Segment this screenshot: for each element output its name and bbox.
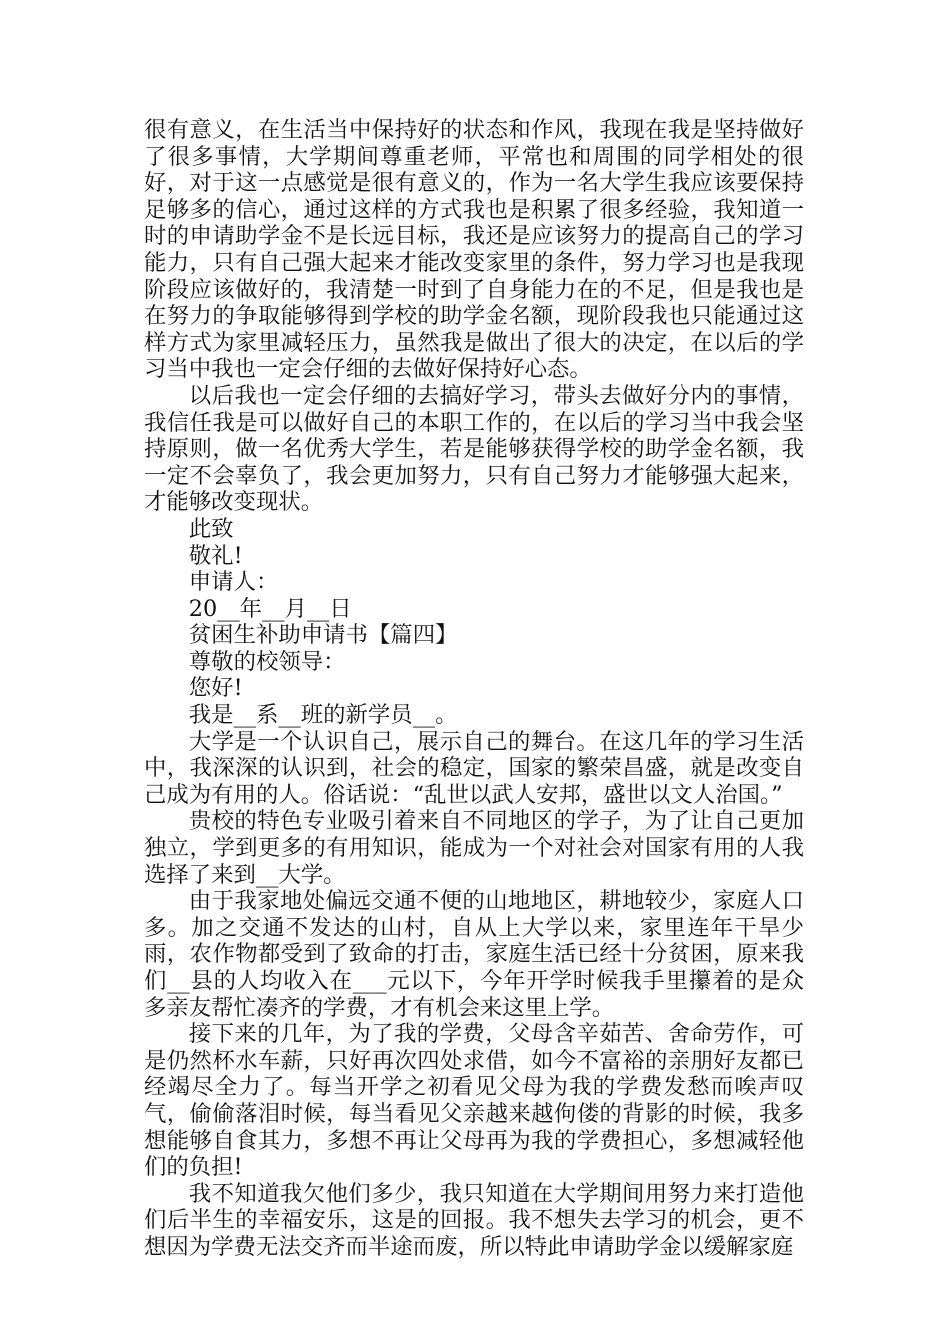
applicant-label: 申请人： <box>188 569 279 596</box>
document-body <box>144 117 804 1261</box>
section-title: 贫困生补助申请书【篇四】 <box>188 622 458 649</box>
closing-regards: 敬礼! <box>188 542 243 569</box>
paragraph-request: 我不知道我欠他们多少，我只知道在大学期间用努力来打造他们后半生的幸福安乐，这是的回报。我不想失去学习的机会，更不想因为学费无法交齐而半途而废，所以特此申请助学金以缓解家庭 <box>144 1180 804 1260</box>
paragraph-family-situation: 由于我家地处偏远交通不便的山地地区，耕地较少，家庭人口多。加之交通不发达的山村，自从上大学以来，家里连年干旱少雨，农作物都受到了致命的打击，家庭生活已经十分贫困，原来我们__县的人均收入在___元以下，今年开学时候我手里攥着的是众多亲友帮忙凑齐的学费，才有机会来这里上学。 <box>144 888 804 1021</box>
paragraph-2: 以后我也一定会仔细的去搞好学习，带头去做好分内的事情，我信任我是可以做好自己的本职工作的，在以后的学习当中我会坚持原则，做一名优秀大学生，若是能够获得学校的助学金名额，我一定不会辜负了，我会更加努力，只有自己努力才能够强大起来，才能够改变现状。 <box>144 382 804 516</box>
closing-salutation: 此致 <box>188 515 234 542</box>
paragraph-parents: 接下来的几年，为了我的学费，父母含辛茹苦、舍命劳作，可是仍然杯水车薪，只好再次四处求借，如今不富裕的亲朋好友都已经竭尽全力了。每当开学之初看见父母为我的学费发愁而唉声叹气，偷偷落泪时候，每当看见父亲越来越佝偻的背影的时候，我多想能够自食其力，多想不再让父母再为我的学费担心，多想减轻他们的负担! <box>144 1021 804 1181</box>
date-line: 20__年__月__日 <box>188 595 352 622</box>
paragraph-1: 很有意义，在生活当中保持好的状态和作风，我现在我是坚持做好了很多事情，大学期间尊重老师，平常也和周围的同学相处的很好，对于这一点感觉是很有意义的，作为一名大学生我应该要保持足够多的信心，通过这样的方式我也是积累了很多经验，我知道一时的申请助学金不是长远目标，我还是应该努力的提高自己的学习能力，只有自己强大起来才能改变家里的条件，努力学习也是我现阶段应该做好的，我清楚一时到了自身能力在的不足，但是我也是在努力的争取能够得到学校的助学金名额，现阶段我也只能通过这样方式为家里减轻压力，虽然我是做出了很大的决定，在以后的学习当中我也一定会仔细的去做好保持好心态。 <box>144 117 804 383</box>
self-introduction: 我是__系__班的新学员__。 <box>188 702 458 729</box>
paragraph-school-choice: 贵校的特色专业吸引着来自不同地区的学子，为了让自己更加独立，学到更多的有用知识，能成为一个对社会对国家有用的人我选择了来到__大学。 <box>144 808 804 888</box>
greeting: 您好! <box>188 675 243 702</box>
greeting-recipient: 尊敬的校领导： <box>188 648 346 675</box>
paragraph-university: 大学是一个认识自己，展示自己的舞台。在这几年的学习生活中，我深深的认识到，社会的稳定，国家的繁荣昌盛，就是改变自己成为有用的人。俗话说：“乱世以武人安邦，盛世以文人治国。” <box>144 728 804 808</box>
